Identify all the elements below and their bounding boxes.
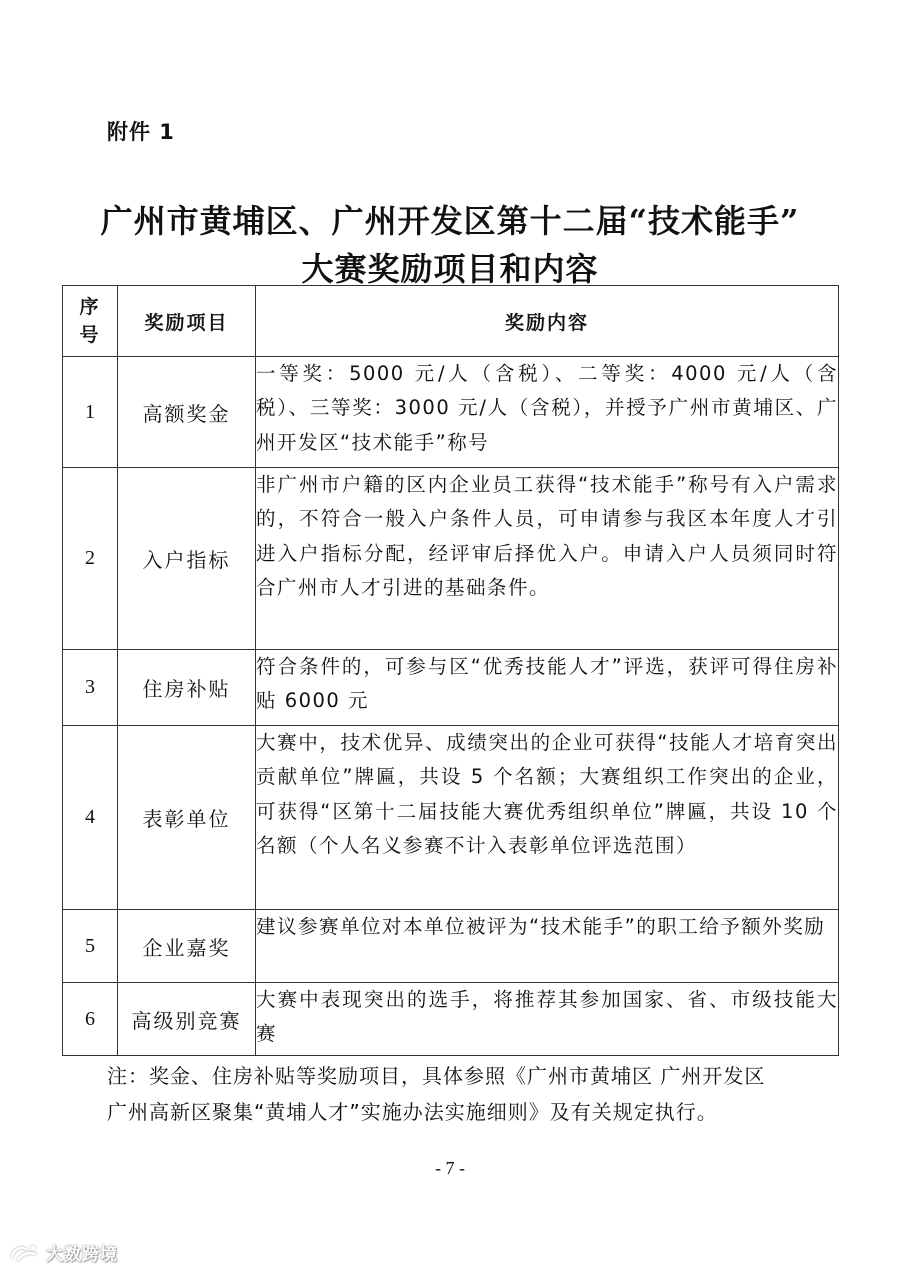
- row-seq: 2: [63, 468, 118, 650]
- table-row: [63, 650, 839, 726]
- header-content: 奖励内容: [256, 286, 839, 357]
- brand-logo-icon: [8, 1243, 40, 1263]
- table-row: [63, 983, 839, 1056]
- row-content: 符合条件的，可参与区“优秀技能人才”评选，获评可得住房补贴 6000 元: [256, 650, 839, 726]
- row-content: 大赛中表现突出的选手，将推荐其参加国家、省、市级技能大赛: [256, 983, 839, 1056]
- row-seq: 5: [63, 910, 118, 983]
- row-item: 高级别竞赛: [118, 983, 256, 1056]
- row-item: 表彰单位: [118, 726, 256, 910]
- row-content: 建议参赛单位对本单位被评为“技术能手”的职工给予额外奖励: [256, 910, 839, 983]
- row-seq: 6: [63, 983, 118, 1056]
- table-row: [63, 357, 839, 468]
- row-seq: 4: [63, 726, 118, 910]
- page-number: - 7 -: [435, 1158, 465, 1178]
- footnote-line-1: 注：奖金、住房补贴等奖励项目，具体参照《广州市黄埔区 广州开发区: [107, 1064, 766, 1088]
- awards-table: [62, 285, 839, 1056]
- table-row: [63, 468, 839, 650]
- watermark: [8, 1240, 118, 1265]
- row-item: 入户指标: [118, 468, 256, 650]
- table-row: [63, 726, 839, 910]
- row-item: 企业嘉奖: [118, 910, 256, 983]
- header-seq: 序号: [63, 286, 118, 357]
- footnote: [107, 1058, 867, 1130]
- document-title-line-1: 广州市黄埔区、广州开发区第十二届“技术能手”: [100, 202, 800, 240]
- row-seq: 3: [63, 650, 118, 726]
- attachment-label: 附件 1: [107, 120, 175, 144]
- header-item: 奖励项目: [118, 286, 256, 357]
- row-seq: 1: [63, 357, 118, 468]
- row-content: 大赛中，技术优异、成绩突出的企业可获得“技能人才培育突出贡献单位”牌匾，共设 5 个名额；大赛组织工作突出的企业，可获得“区第十二届技能大赛优秀组织单位”牌匾，共设 10 个名额（个人名义参赛不计入表彰单位评选范围）: [256, 726, 839, 910]
- row-content: 一等奖：5000 元/人（含税）、二等奖：4000 元/人（含税）、三等奖：3000 元/人（含税），并授予广州市黄埔区、广州开发区“技术能手”称号: [256, 357, 839, 468]
- table-row: [63, 910, 839, 983]
- row-item: 住房补贴: [118, 650, 256, 726]
- row-item: 高额奖金: [118, 357, 256, 468]
- watermark-text: 大数跨境: [46, 1245, 118, 1265]
- row-content: 非广州市户籍的区内企业员工获得“技术能手”称号有入户需求的，不符合一般入户条件人员，可申请参与我区本年度人才引进入户指标分配，经评审后择优入户。申请入户人员须同时符合广州市人才引进的基础条件。: [256, 468, 839, 650]
- table-header-row: [63, 286, 839, 357]
- footnote-line-2: 广州高新区聚集“黄埔人才”实施办法实施细则》及有关规定执行。: [107, 1100, 718, 1124]
- document-title-line-2: 大赛奖励项目和内容: [301, 250, 599, 288]
